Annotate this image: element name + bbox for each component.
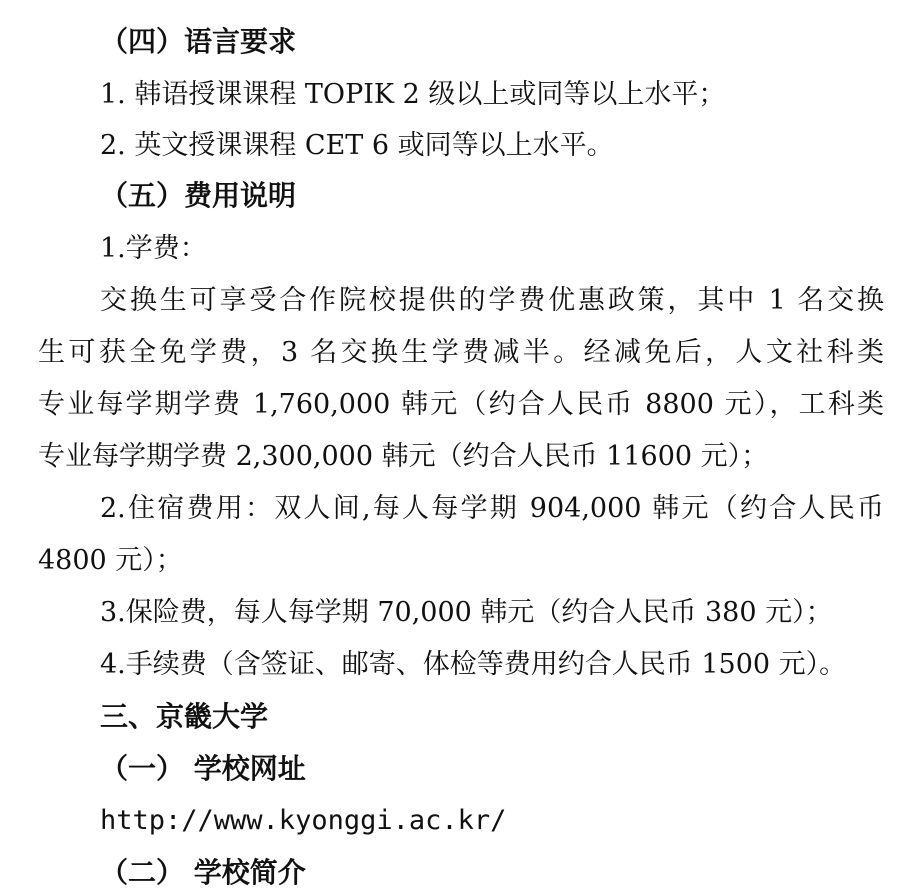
website-heading: （一） 学校网址 xyxy=(100,752,306,785)
tuition-paragraph-line-3: 专业每学期学费 1,760,000 韩元（约合人民币 8800 元），工科类 xyxy=(38,389,884,420)
tuition-paragraph-line-1: 交换生可享受合作院校提供的学费优惠政策，其中 1 名交换 xyxy=(100,285,884,316)
university-heading: 三、京畿大学 xyxy=(100,700,269,733)
intro-heading: （二） 学校简介 xyxy=(100,856,306,889)
website-url-link[interactable]: http://www.kyonggi.ac.kr/ xyxy=(100,805,507,836)
section-heading-fees: （五）费用说明 xyxy=(100,179,297,212)
housing-fee-line-2: 4800 元）； xyxy=(38,545,183,576)
tuition-paragraph-line-2: 生可获全免学费，3 名交换生学费减半。经减免后，人文社科类 xyxy=(38,337,884,368)
section-heading-language-requirements: （四）语言要求 xyxy=(100,25,297,58)
insurance-fee: 3.保险费，每人每学期 70,000 韩元（约合人民币 380 元）； xyxy=(100,597,833,628)
tuition-paragraph-line-4: 专业每学期学费 2,300,000 韩元（约合人民币 11600 元）； xyxy=(38,441,769,472)
language-requirement-korean: 1. 韩语授课课程 TOPIK 2 级以上或同等以上水平； xyxy=(100,79,726,110)
language-requirement-english: 2. 英文授课课程 CET 6 或同等以上水平。 xyxy=(100,130,614,161)
housing-fee-line-1: 2.住宿费用：双人间,每人每学期 904,000 韩元（约合人民币 xyxy=(100,493,884,524)
handling-fee: 4.手续费（含签证、邮寄、体检等费用约合人民币 1500 元）。 xyxy=(100,649,847,680)
tuition-title: 1.学费： xyxy=(100,233,207,264)
